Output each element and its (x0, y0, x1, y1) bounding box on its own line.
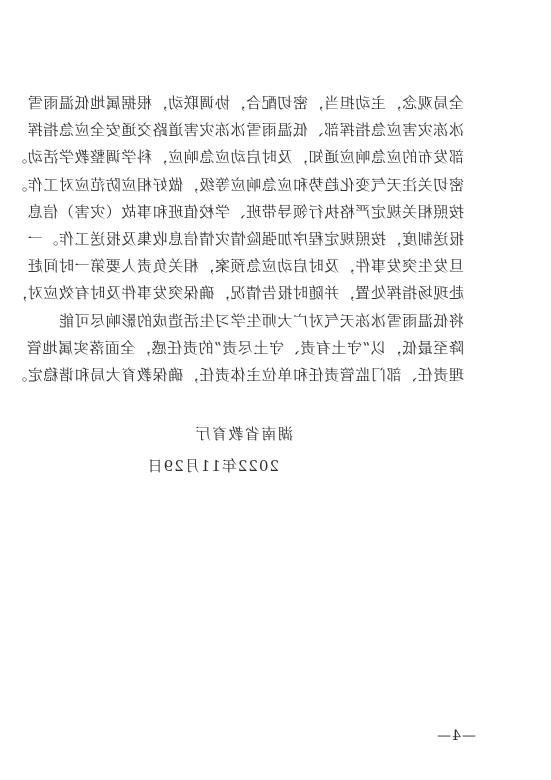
paragraph-line: 按照相关规定严格执行领导带班、学校值班和事故（灾害）信息 (27, 202, 464, 221)
paragraph-line: 全局观念，主动担当，密切配合，协调联动，根据属地低温雨雪 (27, 94, 464, 112)
signature-date: 2022年11月29日 (146, 457, 279, 475)
paragraph-line: 将低温雨雪冰冻天气对广大师生学习生活造成的影响尽可能 (58, 311, 464, 330)
paragraph-line: 旦发生突发事件，及时启动应急预案，相关负责人要第一时间赶 (27, 257, 464, 276)
paragraph-line: 部发布的应急响应通知，及时启动应急响应，科学调整教学活动。 (11, 148, 464, 167)
paragraph-line: 理责任、部门监管责任和单位主体责任，确保教育大局和谐稳定。 (11, 365, 464, 384)
paragraph-line: 密切关注天气变化趋势和应急响应等级，做好相应防范应对工作。 (11, 175, 464, 194)
paragraph-line: 报送制度，按照规定程序加强险情灾情信息收集及报送工作。一 (27, 229, 464, 248)
paragraph-line: 赴现场指挥处置，并随时报告情况，确保突发事件及时有效应对， (11, 284, 464, 303)
paragraph-line: 降至最低，以“守土有责、守土尽责”的责任感，全面落实属地管 (26, 338, 464, 357)
page-number: —4— (436, 728, 476, 744)
paragraph-line: 冰冻灾害应急指挥部、低温雨雪冰冻灾害道路交通安全应急指挥 (27, 121, 464, 140)
body-paragraph (11, 90, 464, 389)
signature-organization: 湖南省教育厅 (193, 425, 293, 443)
